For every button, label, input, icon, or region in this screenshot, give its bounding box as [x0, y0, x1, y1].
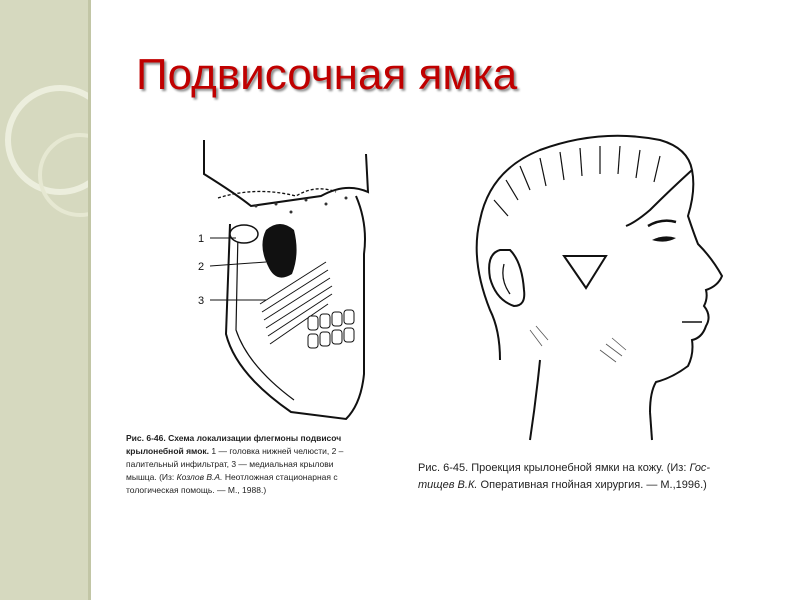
- decorative-circles: [0, 0, 88, 600]
- caption-right-line-1-author: Гос-: [689, 462, 711, 474]
- caption-left-line-4-pre: мышца. (Из:: [126, 472, 177, 482]
- caption-left-line-1: Рис. 6-46. Схема локализации флегмоны подвисоч: [126, 433, 342, 443]
- caption-left-line-2: 1 — головка нижней челюсти, 2 –: [209, 446, 344, 456]
- side-band-divider: [88, 0, 91, 600]
- caption-right-line-2-author: тищев В.К.: [418, 479, 478, 491]
- label-3: 3: [198, 295, 205, 307]
- right-figure-caption: [418, 460, 758, 494]
- left-figure-caption: [126, 432, 411, 502]
- caption-left-line-3: палительный инфильтрат, 3 — медиальная крылови: [126, 459, 334, 469]
- caption-left-line-4-author: Козлов В.А.: [176, 472, 223, 482]
- label-2: 2: [198, 261, 205, 273]
- decorative-side-band: [0, 0, 88, 600]
- fossa-projection-triangle: [564, 256, 606, 288]
- caption-left-line-5: тологическая помощь. — М., 1988.): [126, 485, 267, 495]
- caption-left-line-2-bold: крылонебной ямок.: [126, 446, 210, 456]
- caption-right-line-2: Оперативная гнойная хирургия. — М.,1996.): [477, 479, 707, 491]
- caption-left-line-4-post: Неотложная стационарная с: [222, 472, 338, 482]
- head-profile-figure: [460, 130, 750, 445]
- jaw-schematic-drawing: [196, 134, 436, 424]
- slide-title: Подвисочная ямка: [136, 50, 518, 99]
- jaw-schematic-figure: [196, 134, 436, 424]
- label-1: 1: [198, 233, 205, 245]
- head-profile-drawing: [460, 130, 750, 445]
- caption-right-line-1: Рис. 6-45. Проекция крылонебной ямки на кожу. (Из:: [418, 462, 690, 474]
